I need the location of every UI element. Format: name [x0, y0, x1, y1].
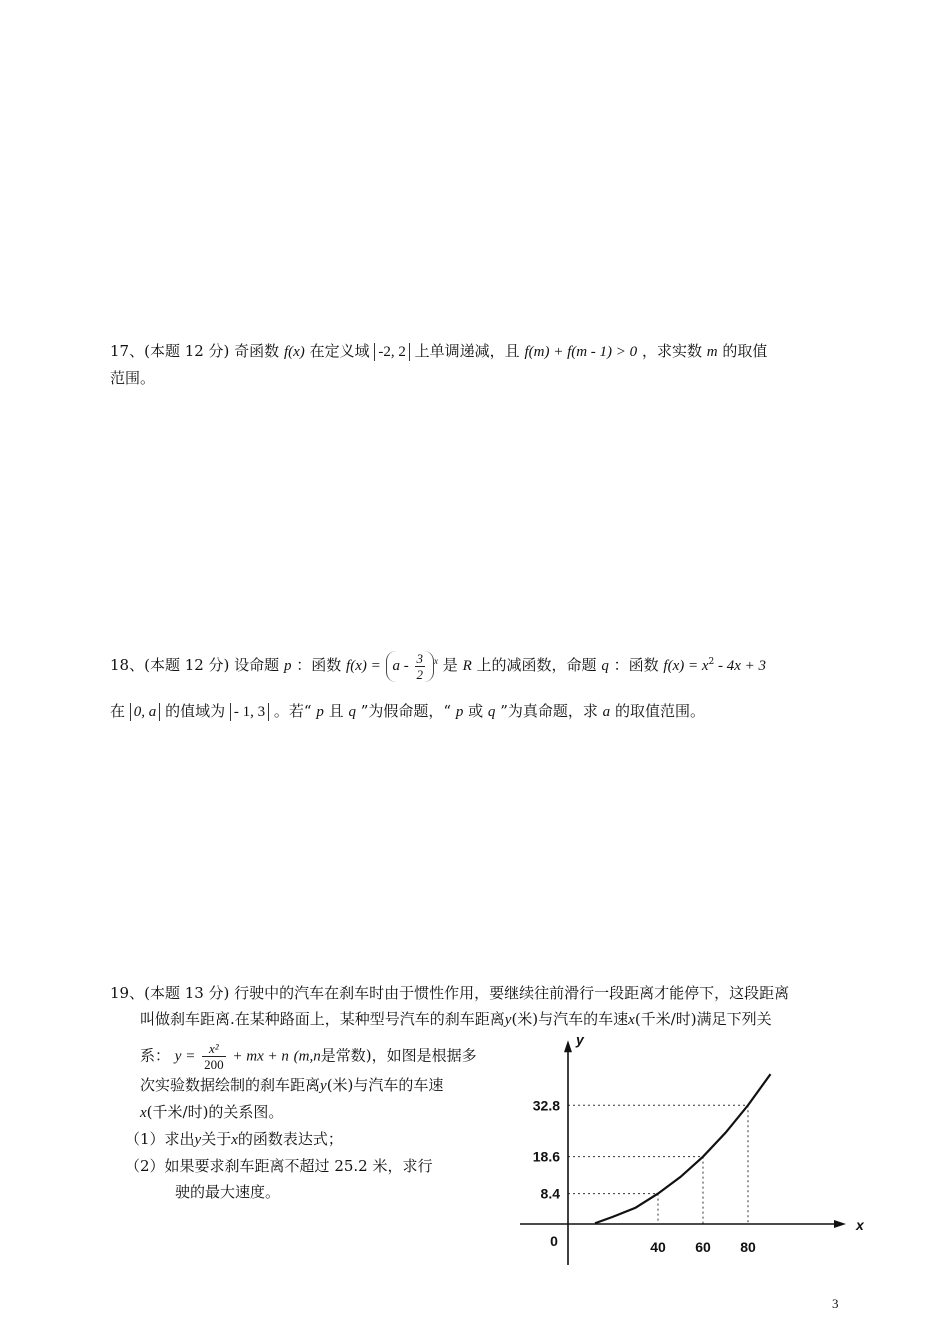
- p17-domain: -2, 2: [374, 343, 410, 361]
- page-number: 3: [832, 1296, 839, 1311]
- p17-head: 17、(本题 12 分) 奇函数: [110, 342, 280, 360]
- p18-t2: 是: [442, 656, 458, 674]
- p18-q2: q: [348, 703, 356, 720]
- problem-18: [110, 648, 840, 725]
- y-tick-label-0: 32.8: [532, 1097, 560, 1114]
- p17-cond: f(m) + f(m - 1) > 0: [524, 344, 638, 360]
- chart-guides: [568, 1105, 748, 1224]
- p18-fraction: [415, 651, 426, 682]
- x-tick-label-1: 60: [695, 1239, 711, 1255]
- p19-line2c: (千米/时)满足下列关: [634, 1010, 772, 1028]
- p18-or: 或: [468, 701, 484, 720]
- p19-x1: x: [628, 1012, 635, 1028]
- p18-den: 2: [416, 666, 424, 682]
- chart-labels: [533, 1031, 865, 1255]
- p18-p3: p: [455, 703, 464, 720]
- p18-head: 18、(本题 12 分) 设命题: [110, 656, 280, 674]
- p19-qx: x: [231, 1132, 238, 1148]
- p18-q: q: [601, 658, 609, 674]
- p19-line4a: 次实验数据绘制的刹车距离: [140, 1076, 321, 1094]
- p19-question-2-cont: 驶的最大速度。: [175, 1183, 281, 1201]
- p19-line3b: 是常数)，如图是根据多: [320, 1046, 477, 1065]
- p19-x2: x: [140, 1105, 147, 1121]
- braking-distance-chart: [500, 1031, 864, 1280]
- p18-fx1: f(x) =: [346, 658, 381, 674]
- problem-18-line1: [110, 648, 840, 682]
- x-axis-arrow: [834, 1220, 846, 1228]
- p18-t1: ：函数: [296, 656, 342, 674]
- p18-num: 3: [416, 650, 424, 666]
- p19-fnum: x²: [202, 1041, 226, 1057]
- p18-t9: ”为真命题，求: [500, 701, 598, 720]
- p19-line4b: (米)与汽车的车速: [326, 1076, 444, 1094]
- x-tick-label-0: 40: [650, 1239, 666, 1255]
- p18-a-minus: a -: [392, 657, 409, 674]
- p18-a: a: [602, 703, 611, 720]
- p17-var: m: [706, 344, 718, 360]
- p18-base: [386, 651, 435, 682]
- p19-line2a: 叫做刹车距离.在某种路面上，某种型号汽车的刹车距离: [140, 1010, 505, 1028]
- p19-line5: (千米/时)的关系图。: [146, 1103, 284, 1121]
- y-tick-label-2: 8.4: [540, 1185, 560, 1202]
- p18-interval1: 0, a: [130, 703, 161, 721]
- p17-t3: ，求实数: [641, 342, 702, 360]
- p18-t8: ”为假命题，“: [360, 701, 452, 720]
- p19-line2: [110, 1006, 850, 1033]
- p18-interval2: - 1, 3: [230, 703, 269, 721]
- p18-exp: x: [434, 656, 439, 666]
- y-tick-label-1: 18.6: [532, 1148, 560, 1165]
- p17-line2: 范围。: [110, 369, 156, 387]
- p18-t7: 。若“: [273, 701, 312, 720]
- p18-p: p: [283, 658, 292, 674]
- p19-q1c: 的函数表达式；: [237, 1130, 343, 1148]
- p18-sq: 2: [708, 657, 715, 667]
- p19-mn: (m,n: [293, 1048, 321, 1065]
- p18-and: 且: [328, 701, 344, 720]
- p18-R: R: [462, 658, 472, 674]
- p18-t5: 在: [110, 701, 126, 720]
- p19-y-eq: y =: [174, 1048, 196, 1065]
- p18-t3: 上的减函数，命题: [476, 656, 597, 674]
- p19-q1b: 关于: [201, 1130, 232, 1148]
- problem-17: [110, 338, 840, 391]
- p18-t10: 的取值范围。: [614, 701, 705, 720]
- p19-q1a: （1）求出: [125, 1130, 195, 1148]
- p17-t1: 在定义域: [309, 342, 370, 360]
- p19-y1: y: [504, 1012, 512, 1028]
- p19-head: 19、(本题 13 分) 行驶中的汽车在刹车时由于惯性作用，要继续往前滑行一段距离才能停下，这段距离: [110, 984, 790, 1002]
- problem-18-line2: [110, 698, 840, 725]
- p18-p2: p: [316, 703, 324, 720]
- p18-t6: 的值域为: [165, 701, 226, 720]
- p18-fx2: f(x) = x: [663, 658, 709, 674]
- chart-series-line: [595, 1074, 771, 1223]
- p19-line3a: 系：: [140, 1046, 171, 1065]
- p19-line2b: (米)与汽车的车速: [511, 1010, 629, 1028]
- p19-fden: 200: [204, 1057, 224, 1072]
- chart-axes: [520, 1040, 846, 1265]
- p18-tail: - 4x + 3: [714, 658, 767, 674]
- origin-label: 0: [550, 1233, 558, 1249]
- p19-question-2: （2）如果要求刹车距离不超过 25.2 米，求行: [125, 1157, 433, 1175]
- x-axis-label: x: [856, 1217, 864, 1233]
- p18-q3: q: [487, 703, 496, 720]
- p19-y2: y: [320, 1078, 327, 1094]
- p19-qy: y: [194, 1132, 202, 1148]
- p17-t4: 的取值: [722, 342, 768, 360]
- y-axis-label: y: [576, 1031, 584, 1048]
- p19-rest: + mx + n: [232, 1048, 289, 1065]
- x-tick-label-2: 80: [740, 1239, 756, 1255]
- p17-fx: f(x): [283, 344, 305, 360]
- problem-17-line1: [110, 338, 840, 365]
- p17-t2: 上单调递减，且: [414, 342, 520, 360]
- p18-t4: ：函数: [613, 656, 659, 674]
- p19-fraction: [202, 1041, 226, 1072]
